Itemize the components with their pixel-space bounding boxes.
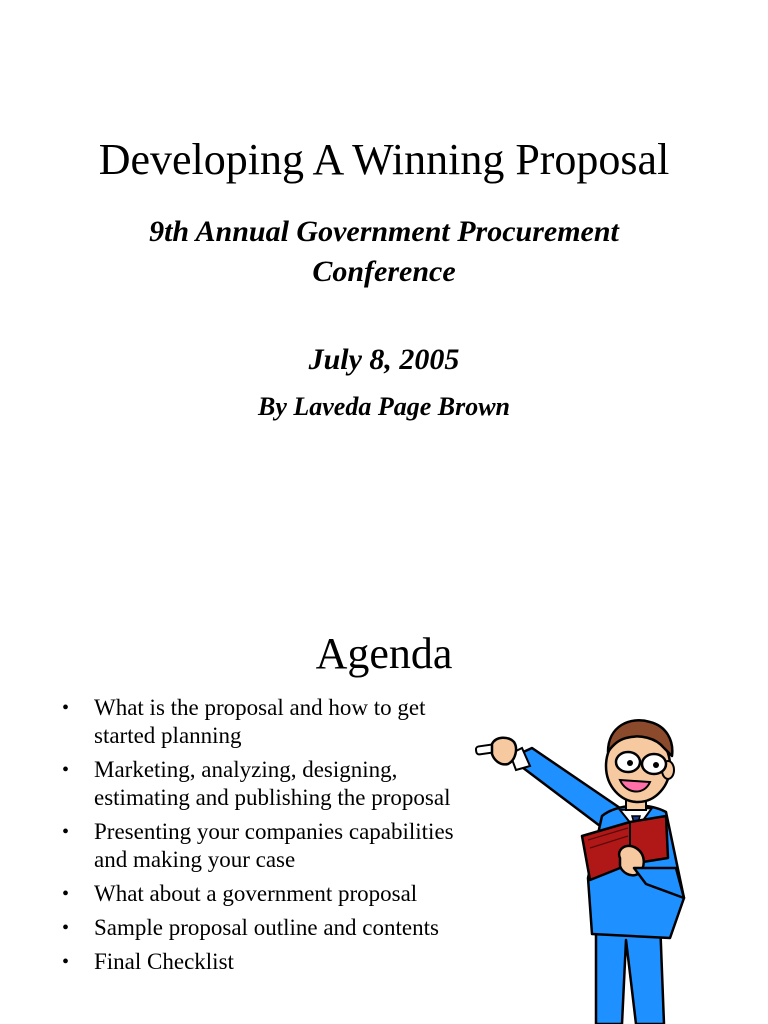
conference-subtitle: 9th Annual Government Procurement Conference <box>149 215 619 288</box>
bullet-icon: • <box>62 759 70 781</box>
presentation-date: July 8, 2005 <box>308 343 460 376</box>
bullet-icon: • <box>62 917 70 939</box>
bullet-icon: • <box>62 697 70 719</box>
bullet-icon: • <box>62 951 70 973</box>
teacher-clipart-icon <box>470 708 720 1024</box>
agenda-item-text: Final Checklist <box>94 949 234 974</box>
agenda-list <box>62 694 492 982</box>
agenda-item-text: What about a government proposal <box>94 881 418 906</box>
agenda-item-text: Marketing, analyzing, designing, estimating and publishing the proposal <box>94 757 451 810</box>
agenda-item <box>62 756 492 812</box>
agenda-item <box>62 914 492 942</box>
agenda-item <box>62 818 492 874</box>
agenda-item <box>62 880 492 908</box>
agenda-item-text: Presenting your companies capabilities and making your case <box>94 819 454 872</box>
presentation-title: Developing A Winning Proposal <box>98 135 670 184</box>
slide-agenda <box>0 512 768 1024</box>
agenda-item-text: Sample proposal outline and contents <box>94 915 439 940</box>
bullet-icon: • <box>62 821 70 843</box>
agenda-title: Agenda <box>315 629 453 678</box>
agenda-item <box>62 948 492 976</box>
agenda-item <box>62 694 492 750</box>
agenda-item-text: What is the proposal and how to get started planning <box>94 695 426 748</box>
bullet-icon: • <box>62 883 70 905</box>
presenter-name: By Laveda Page Brown <box>257 392 511 421</box>
